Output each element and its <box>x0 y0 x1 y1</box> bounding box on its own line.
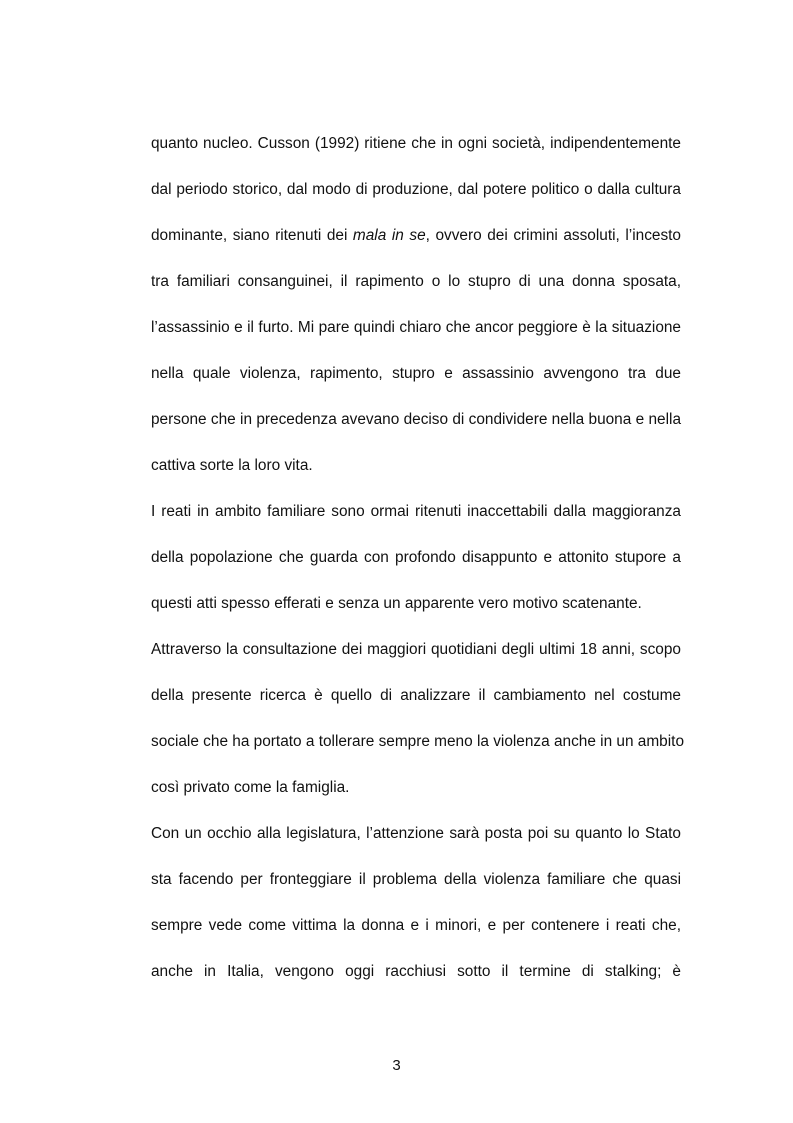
text-line: sta facendo per fronteggiare il problema della violenza familiare che quasi <box>151 871 681 888</box>
text-line: dal periodo storico, dal modo di produzione, dal potere politico o dalla cultura <box>151 181 681 198</box>
text-line: cattiva sorte la loro vita. <box>151 457 313 474</box>
text-line: persone che in precedenza avevano deciso di condividere nella buona e nella <box>151 411 681 428</box>
text-line: sociale che ha portato a tollerare sempre meno la violenza anche in un ambito <box>151 733 684 750</box>
text-segment: dominante, siano ritenuti dei <box>151 227 353 244</box>
text-line: quanto nucleo. Cusson (1992) ritiene che in ogni società, indipendentemente <box>151 135 681 152</box>
text-line: questi atti spesso efferati e senza un apparente vero motivo scatenante. <box>151 595 642 612</box>
text-line: l’assassinio e il furto. Mi pare quindi chiaro che ancor peggiore è la situazione <box>151 319 681 336</box>
text-line: della presente ricerca è quello di analizzare il cambiamento nel costume <box>151 687 681 704</box>
page-number: 3 <box>392 1057 401 1074</box>
text-line: della popolazione che guarda con profondo disappunto e attonito stupore a <box>151 549 681 566</box>
text-line: Attraverso la consultazione dei maggiori quotidiani degli ultimi 18 anni, scopo <box>151 641 681 658</box>
text-line: sempre vede come vittima la donna e i minori, e per contenere i reati che, <box>151 917 681 934</box>
text-segment: , ovvero dei crimini assoluti, l’incesto <box>425 227 681 244</box>
text-line: Con un occhio alla legislatura, l’attenzione sarà posta poi su quanto lo Stato <box>151 825 681 842</box>
text-line: nella quale violenza, rapimento, stupro e assassinio avvengono tra due <box>151 365 681 382</box>
text-line: così privato come la famiglia. <box>151 779 350 796</box>
italic-term: mala in se <box>352 227 426 244</box>
text-line <box>151 222 681 268</box>
text-line: I reati in ambito familiare sono ormai ritenuti inaccettabili dalla maggioranza <box>151 503 681 520</box>
text-line: anche in Italia, vengono oggi racchiusi sotto il termine di stalking; è <box>151 963 681 980</box>
page-body <box>151 130 684 1004</box>
text-line: tra familiari consanguinei, il rapimento o lo stupro di una donna sposata, <box>151 273 681 290</box>
